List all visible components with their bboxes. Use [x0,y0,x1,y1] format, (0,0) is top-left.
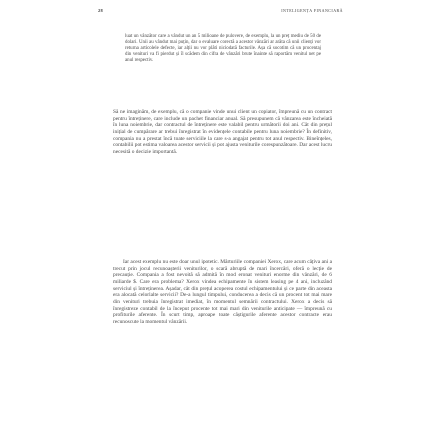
body-paragraph-2: Iar acest exemplu nu este doar unul ipotetic. Mărturiile companiei Xerox, care acum câțiva ani a trecut prin jocul recunoașterii veniturilor, o scară abruptă de mari încercări, oferă o lecție de precauție. Compania a fost nevoită să admită în mod eronat venituri enorme din vânzări, de 6 miliarde $. Care era problema? Xerox vindea echipamente în sistem leasing pe 4 ani, incluzând serviciul și întreținerea. Așadar, cât din prețul acoperea costul echipamentului și ce parte din aceasta era alocată celorlalte servicii? De-a lungul timpului, conducerea a decis că un procent tot mai mare din venituri trebuia înregistrat imediat, în momentul semnării contractului. Xerox a decis să înregistreze contabil de la început procente tot mai mari din veniturile anticipate — împreună cu profiturile aferente. În scurt timp, aproape toate câștigurile aferente acestor contracte erau recunoscute la momentul vânzării. [113,259,332,325]
page-header [0,8,445,18]
running-title: INTELIGENȚA FINANCIARĂ [281,8,343,13]
block-quote: luat un vânzător care a vândut un an 5 milioane de pulovere, de exemplu, la un preț mediu de 50 de dolari. Unii au vândut mai puțin, dar o evaluare corectă a acestor vânzări ar arăta că unii clienți vor returna articolele defecte, iar alții nu vor plăti niciodată facturile. Așa că socotim că un procentaj din venituri va fi pierdut și îl scădem din cifra de vânzări brute înainte să raportăm venitul net pe anul respectiv. [125,34,321,64]
body-paragraph-1: Să ne imaginăm, de exemplu, că o companie vinde unui client un copiator, împreună cu un contract pentru întreținere, care include un pachet financiar anual. Să presupunem că vânzarea este încheiată în luna noiembrie, dar contractul de întreținere este valabil pentru următorii doi ani. Cât din prețul inițial de cumpărare ar trebui înregistrat în evidențele contabile pentru luna noiembrie? În definitiv, compania nu a prestat încă toate serviciile la care s-a angajat pentru tot anul respectiv. Bineînțeles, contabilii pot estima valoarea acestor servicii și pot ajusta veniturile corespunzătoare. Dar acest lucru necesită o decizie importantă. [113,109,332,155]
page-number: 28 [98,8,103,13]
